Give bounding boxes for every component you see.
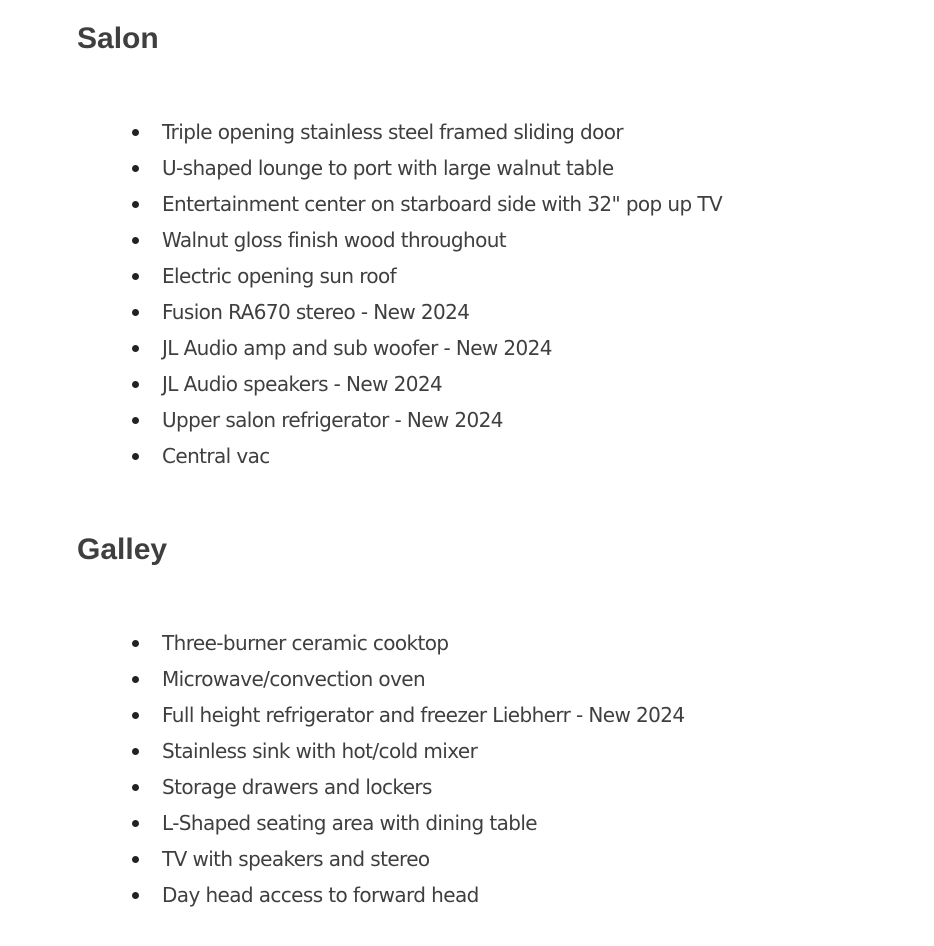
bullet-icon <box>132 201 139 208</box>
list-item <box>0 733 685 769</box>
bullet-icon <box>132 165 139 172</box>
salon-feature-list <box>0 114 722 474</box>
list-item-text: Entertainment center on starboard side with 32" pop up TV <box>162 192 723 216</box>
bullet-icon <box>132 892 139 899</box>
list-item <box>0 661 685 697</box>
list-item-text: Day head access to forward head <box>162 883 479 907</box>
bullet-icon <box>132 309 139 316</box>
list-item-text: JL Audio speakers - New 2024 <box>162 372 443 396</box>
list-item <box>0 805 685 841</box>
list-item-text: Fusion RA670 stereo - New 2024 <box>162 300 470 324</box>
bullet-icon <box>132 712 139 719</box>
list-item-text: Central vac <box>162 444 270 468</box>
list-item <box>0 150 722 186</box>
list-item-text: Three-burner ceramic cooktop <box>162 631 449 655</box>
list-item <box>0 114 722 150</box>
list-item-text: Walnut gloss finish wood throughout <box>162 228 507 252</box>
list-item-text: Storage drawers and lockers <box>162 775 432 799</box>
bullet-icon <box>132 453 139 460</box>
bullet-icon <box>132 676 139 683</box>
list-item <box>0 258 722 294</box>
list-item <box>0 438 722 474</box>
section-heading-salon: Salon <box>77 22 159 55</box>
list-item <box>0 877 685 913</box>
list-item <box>0 330 722 366</box>
section-heading-galley: Galley <box>77 533 168 566</box>
list-item <box>0 697 685 733</box>
bullet-icon <box>132 381 139 388</box>
bullet-icon <box>132 820 139 827</box>
bullet-icon <box>132 784 139 791</box>
list-item-text: U-shaped lounge to port with large walnut table <box>162 156 614 180</box>
list-item <box>0 625 685 661</box>
list-item-text: Triple opening stainless steel framed sliding door <box>162 120 624 144</box>
bullet-icon <box>132 345 139 352</box>
list-item-text: Electric opening sun roof <box>162 264 397 288</box>
list-item <box>0 186 722 222</box>
bullet-icon <box>132 237 139 244</box>
bullet-icon <box>132 748 139 755</box>
list-item <box>0 841 685 877</box>
bullet-icon <box>132 417 139 424</box>
list-item-text: TV with speakers and stereo <box>162 847 430 871</box>
list-item <box>0 769 685 805</box>
bullet-icon <box>132 856 139 863</box>
list-item-text: Upper salon refrigerator - New 2024 <box>162 408 503 432</box>
list-item <box>0 366 722 402</box>
list-item-text: L-Shaped seating area with dining table <box>162 811 538 835</box>
galley-feature-list <box>0 625 685 913</box>
list-item <box>0 402 722 438</box>
list-item-text: Microwave/convection oven <box>162 667 426 691</box>
list-item-text: Stainless sink with hot/cold mixer <box>162 739 478 763</box>
list-item <box>0 294 722 330</box>
bullet-icon <box>132 129 139 136</box>
bullet-icon <box>132 640 139 647</box>
bullet-icon <box>132 273 139 280</box>
list-item-text: Full height refrigerator and freezer Liebherr - New 2024 <box>162 703 685 727</box>
list-item-text: JL Audio amp and sub woofer - New 2024 <box>162 336 552 360</box>
list-item <box>0 222 722 258</box>
